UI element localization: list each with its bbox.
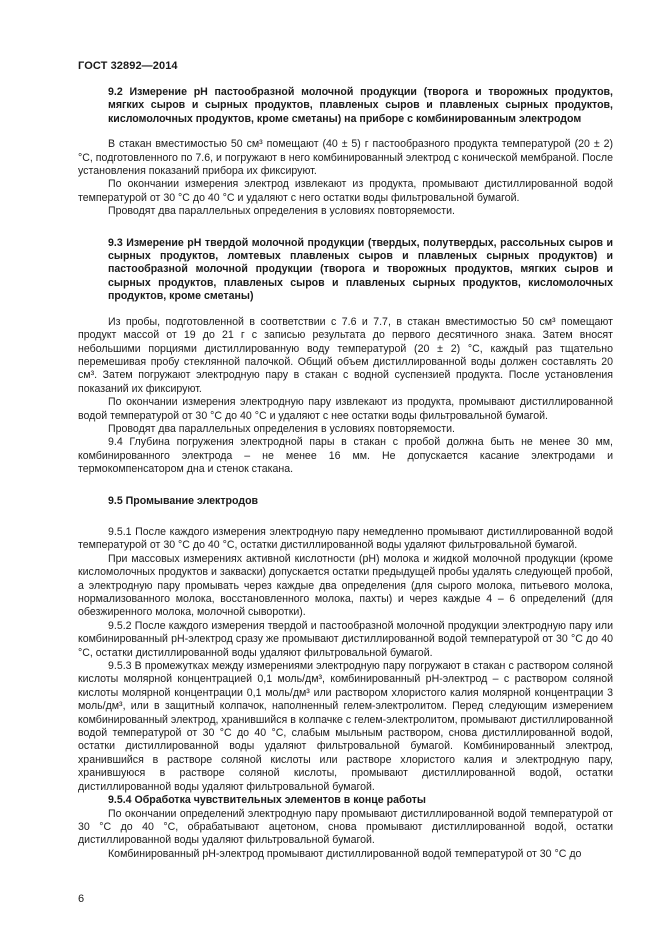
page-number: 6 — [78, 893, 85, 905]
section-9-5-4-paragraph-1: По окончании определений электродную пару промывают дистиллированной водой температурой от 30 °С до 40 °С, обрабатывают ацетоном, снова промывают дистиллированной водой, остатки дистиллированной воды удаляют фильтровальной бумагой. — [78, 807, 613, 847]
section-9-5-heading: 9.5 Промывание электродов — [108, 494, 259, 507]
section-9-2-paragraph-1: В стакан вместимостью 50 см³ помещают (40 ± 5) г пастообразного продукта температурой (20 ± 2) °С, подготовленного по 7.6, и погружают в него комбинированный электрод с конической мембраной. После установления показаний прибора их фиксируют. — [78, 138, 613, 178]
section-9-5-2-paragraph: 9.5.2 После каждого измерения твердой и пастообразной молочной продукции электродную пару или комбинированный рН-электрод сразу же промывают дистиллированной водой температурой от 30 °С до 40 °С, остатки дистиллированной воды удаляют фильтровальной бумагой. — [78, 619, 613, 659]
text-column — [78, 86, 613, 861]
section-9-2-heading: 9.2 Измерение рН пастообразной молочной продукции (творога и творожных продуктов, мягких сыров и сырных продуктов, плавленых сыров и плавленых сырных продуктов, кисломолочных продуктов, кроме сметаны) на приборе с комбинированным электродом — [108, 86, 613, 125]
section-9-2-paragraph-2: По окончании измерения электрод извлекают из продукта, промывают дистиллированной водой температурой от 30 °С до 40 °С и удаляют с него остатки воды фильтровальной бумагой. — [78, 178, 613, 204]
section-9-4-paragraph: 9.4 Глубина погружения электродной пары в стакан с пробой должна быть не менее 30 мм, комбинированного электрода – не менее 16 мм. Не допускается касание электродами и термокомпенсатором дна и стенок стакана. — [78, 436, 613, 476]
section-9-5-3-paragraph: 9.5.3 В промежутках между измерениями электродную пару погружают в стакан с раствором соляной кислоты молярной концентрацией 0,1 моль/дм³, комбинированный рН-электрод – с раствором соляной кислоты молярной концентрации 0,1 моль/дм³ или раствором хлористого калия молярной концентрации 3 моль/дм³, или в защитный колпачок, наполненный гелем-электролитом. Перед следующим измерением комбинированный электрод, хранившийся в колпачке с гелем-электролитом, промывают дистиллированной водой температурой от 30 °С до 40 °С, слабым мыльным раствором, снова дистиллированной водой, остатки дистиллированной воды удаляют фильтровальной бумагой. Комбинированный электрод, хранившийся в растворе соляной кислоты или растворе хлористого калия и электродную пару, хранившуюся в растворе соляной кислоты, промывают дистиллированной водой, остатки дистиллированной воды удаляют фильтровальной бумагой. — [78, 660, 613, 793]
section-9-5-4-paragraph-2: Комбинированный рН-электрод промывают дистиллированной водой температурой от 30 °С до — [108, 847, 582, 860]
section-9-3-heading: 9.3 Измерение рН твердой молочной продукции (твердых, полутвердых, рассольных сыров и сырных продуктов, ломтевых плавленых сыров и плавленых сырных продуктов) и пастообразной молочной продукции (творога и творожных продуктов, мягких сыров и сырных продуктов, плавленых сыров и плавленых сырных продуктов, кисломолочных продуктов, кроме сметаны) — [108, 236, 613, 303]
section-9-2-paragraph-3: Проводят два параллельных определения в условиях повторяемости. — [108, 205, 455, 218]
standard-header: ГОСТ 32892—2014 — [78, 60, 178, 72]
section-9-3-paragraph-3: Проводят два параллельных определения в условиях повторяемости. — [108, 422, 455, 435]
section-9-5-1-paragraph-1: 9.5.1 После каждого измерения электродную пару немедленно промывают дистиллированной водой температурой от 30 °С до 40 °С, остатки дистиллированной воды удаляют фильтровальной бумагой. — [78, 525, 613, 552]
section-9-5-4-heading: 9.5.4 Обработка чувствительных элементов в конце работы — [108, 794, 426, 807]
section-9-5-1-paragraph-2: При массовых измерениях активной кислотности (рН) молока и жидкой молочной продукции (кроме кисломолочных продуктов и закваски) допускается остатки предыдущей пробы удалять следующей пробой, а электродную пару промывать через каждые два определения (для сырого молока, питьевого молока, нормализованного молока, восстановленного молока, пахты) и через каждые 4 – 6 определений (для обезжиренного молока, молочной сыворотки). — [78, 552, 613, 619]
section-9-3-paragraph-2: По окончании измерения электродную пару извлекают из продукта, промывают дистиллированной водой температурой от 30 °С до 40 °С и удаляют с нее остатки воды фильтровальной бумагой. — [78, 396, 613, 422]
section-9-3-paragraph-1: Из пробы, подготовленной в соответствии с 7.6 и 7.7, в стакан вместимостью 50 см³ помещают продукт массой от 19 до 21 г с записью результата до первого десятичного знака. Затем вносят небольшими порциями дистиллированную воду температурой (20 ± 2) °С, каждый раз тщательно перемешивая пробу стеклянной палочкой. Общий объем дистиллированной воды должен составлять 20 см³. Затем погружают электродную пару в стакан с водной суспензией продукта. После установления показаний их фиксируют. — [78, 315, 613, 395]
